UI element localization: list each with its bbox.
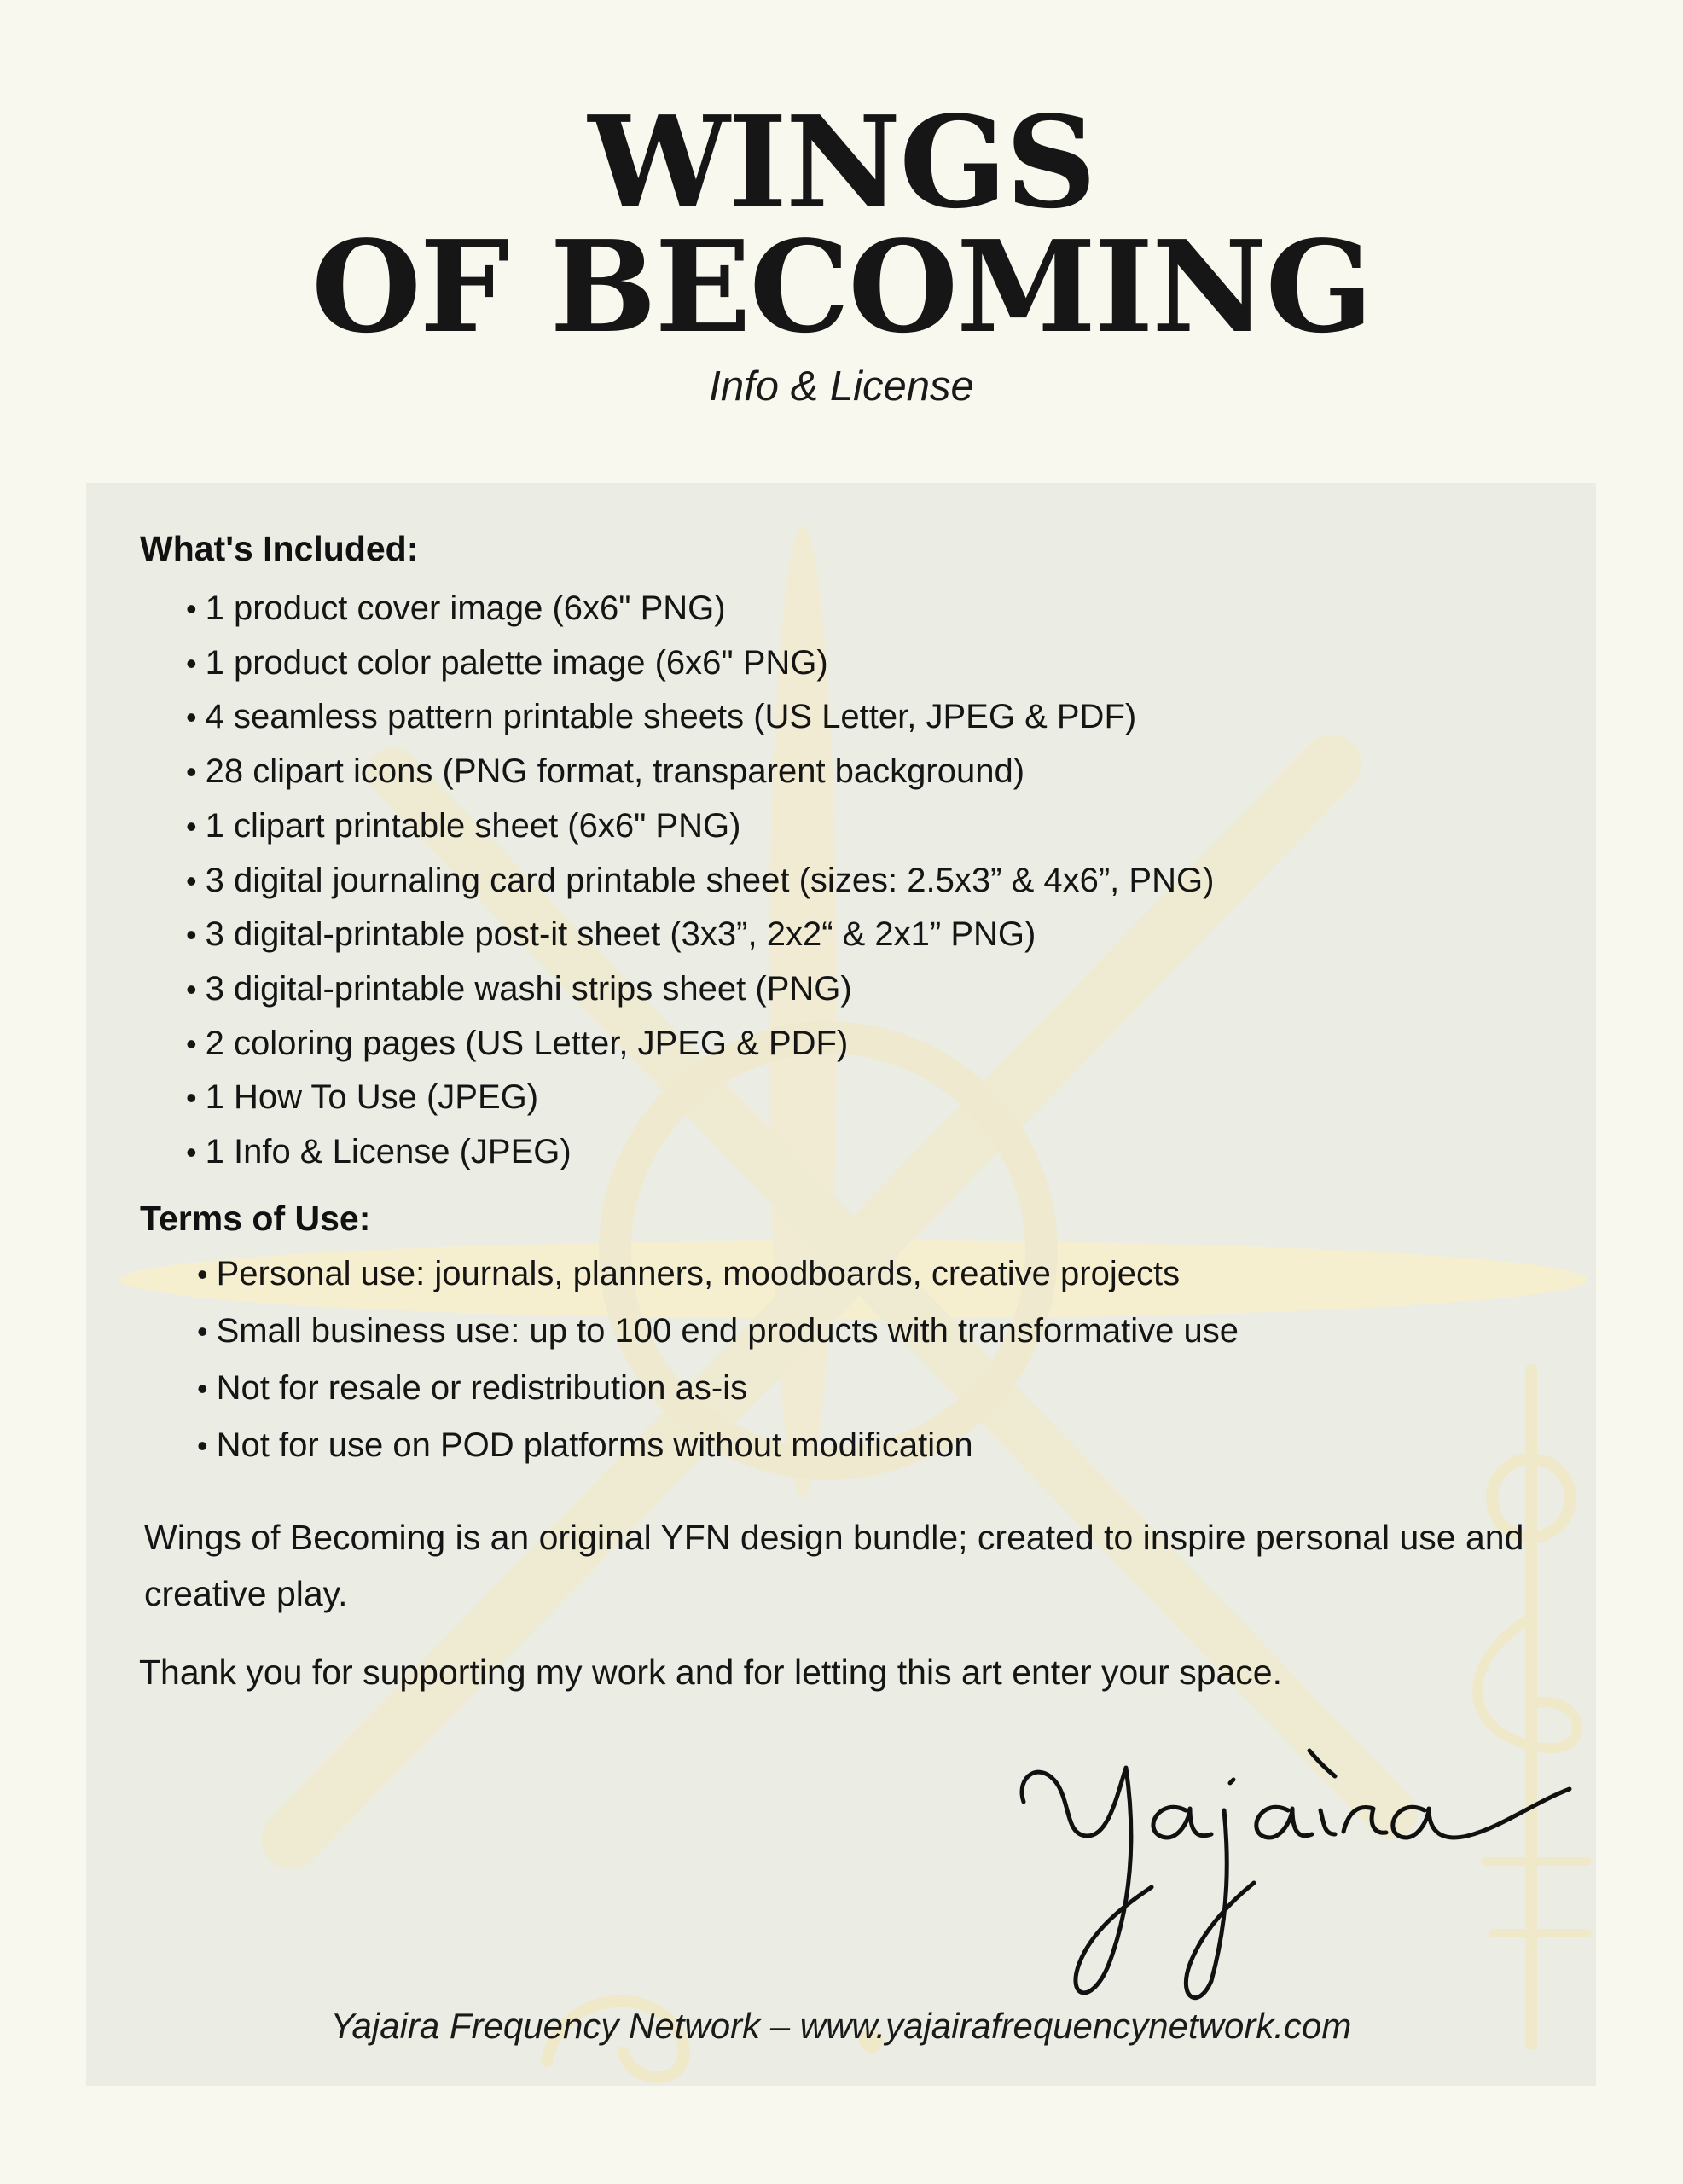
included-item: • 1 clipart printable sheet (6x6" PNG)	[186, 799, 1214, 854]
info-panel	[86, 483, 1596, 2086]
included-item: • 1 product cover image (6x6" PNG)	[186, 582, 1214, 636]
included-item: • 28 clipart icons (PNG format, transparent background)	[186, 745, 1214, 799]
page-subtitle: Info & License	[709, 363, 974, 410]
included-item: • 1 How To Use (JPEG)	[186, 1071, 1214, 1125]
panel-content	[86, 483, 1596, 2086]
included-item: • 3 digital-printable washi strips sheet (PNG)	[186, 962, 1214, 1017]
included-item: • 4 seamless pattern printable sheets (US Letter, JPEG & PDF)	[186, 690, 1214, 745]
included-item: • 3 digital journaling card printable sheet (sizes: 2.5x3” & 4x6”, PNG)	[186, 854, 1214, 909]
about-paragraph: Wings of Becoming is an original YFN design bundle; created to inspire personal use and creative play.	[144, 1518, 1524, 1613]
included-item: • 2 coloring pages (US Letter, JPEG & PDF)	[186, 1017, 1214, 1072]
included-list	[186, 582, 1214, 1180]
signature	[1007, 1708, 1596, 2015]
terms-item: • Small business use: up to 100 end products with transformative use	[197, 1303, 1239, 1360]
included-heading: What's Included:	[140, 529, 419, 568]
included-item: • 3 digital-printable post-it sheet (3x3”, 2x2“ & 2x1” PNG)	[186, 908, 1214, 962]
included-item: • 1 product color palette image (6x6" PNG)	[186, 636, 1214, 691]
terms-item: • Personal use: journals, planners, moodboards, creative projects	[197, 1246, 1239, 1303]
page-title-line-2: OF BECOMING	[311, 212, 1372, 361]
terms-list	[197, 1246, 1239, 1474]
page-title-line-1: WINGS	[588, 88, 1095, 236]
included-item: • 1 Info & License (JPEG)	[186, 1125, 1214, 1180]
terms-item: • Not for use on POD platforms without modification	[197, 1417, 1239, 1474]
thanks-paragraph: Thank you for supporting my work and for letting this art enter your space.	[139, 1653, 1282, 1692]
terms-item: • Not for resale or redistribution as-is	[197, 1360, 1239, 1417]
terms-heading: Terms of Use:	[140, 1199, 371, 1238]
footer-credit: Yajaira Frequency Network – www.yajairafrequencynetwork.com	[330, 2006, 1352, 2046]
